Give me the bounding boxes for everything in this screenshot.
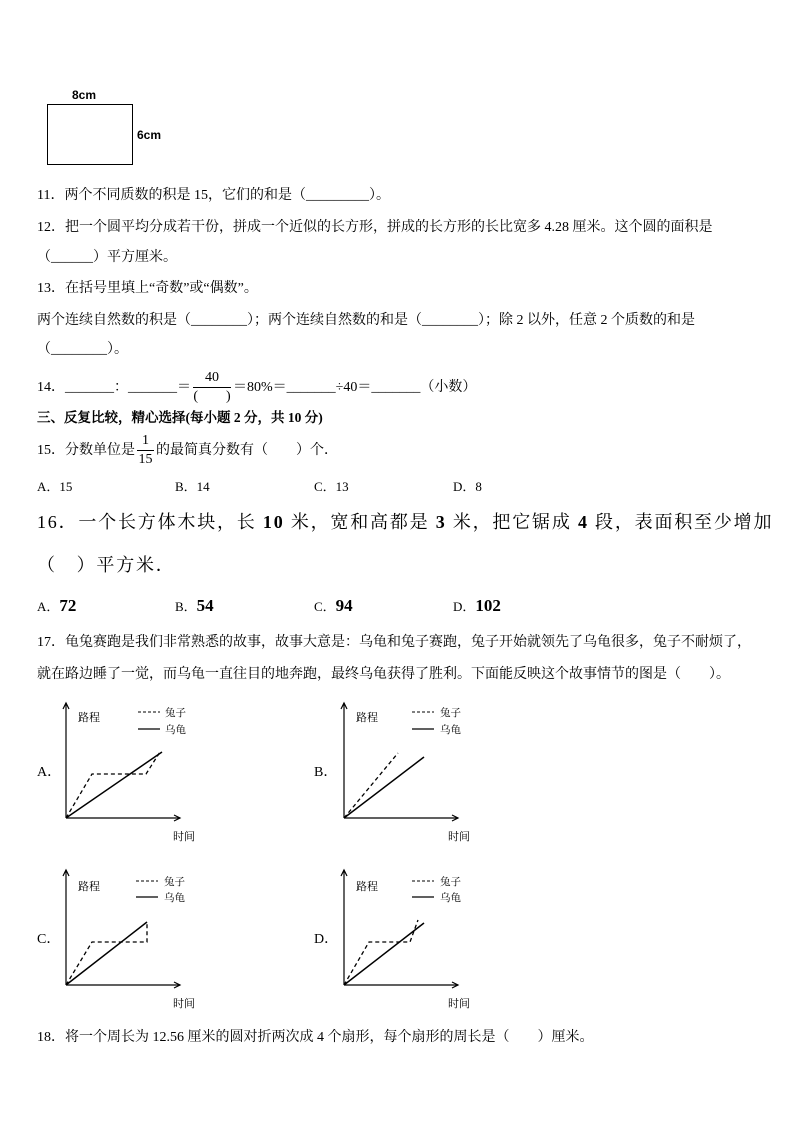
option-letter: D． — [453, 479, 476, 494]
question-15-option-a — [37, 477, 72, 497]
question-16-text: 16．一个长方体木块，长 — [37, 512, 263, 532]
option-letter: C． — [314, 479, 336, 494]
question-15-option-d — [453, 477, 482, 497]
rectangle-width-label: 8cm — [72, 88, 97, 102]
tortoise-line — [344, 757, 424, 818]
x-axis-label: 时间 — [173, 831, 195, 843]
option-letter: D． — [453, 599, 476, 614]
question-15-fraction — [137, 432, 154, 469]
question-17-line-2: 就在路边睡了一觉，而乌龟一直往目的地奔跑，最终乌龟获得了胜利。下面能反映这个故事情节的图是（ ）。 — [37, 667, 730, 682]
question-14-after: ＝80%＝_______÷40＝_______（小数） — [233, 379, 477, 395]
legend-tortoise-label: 乌龟 — [165, 725, 186, 736]
legend-tortoise-label: 乌龟 — [164, 893, 185, 904]
graph-d-label: D． — [314, 932, 339, 947]
option-value: 8 — [475, 479, 482, 494]
y-axis-label: 路程 — [78, 881, 100, 893]
legend-rabbit-label: 兔子 — [164, 877, 185, 888]
rabbit-line — [344, 753, 398, 818]
graph-a-label: A． — [37, 765, 62, 780]
question-15-before: 15．分数单位是 — [37, 442, 135, 458]
question-16-text: 米，把它锯成 — [446, 512, 578, 532]
x-axis-label: 时间 — [173, 998, 195, 1010]
option-letter: C． — [314, 599, 336, 614]
section-3-title: 三、反复比较，精心选择(每小题 2 分，共 10 分) — [37, 410, 323, 425]
question-13-line-3: （________）。 — [37, 342, 128, 357]
option-letter: B． — [175, 479, 197, 494]
y-axis-label: 路程 — [78, 712, 100, 724]
question-14-before: 14．_______：_______＝ — [37, 379, 191, 395]
fraction-numerator: 40 — [193, 369, 231, 388]
legend-rabbit-label: 兔子 — [440, 877, 461, 888]
question-16-width-height: 3 — [435, 512, 447, 532]
option-value: 13 — [335, 479, 349, 494]
question-12-line-2: （______）平方厘米。 — [37, 250, 177, 265]
option-value: 94 — [335, 596, 353, 615]
question-15-option-c — [314, 477, 349, 497]
question-16-length: 10 — [262, 512, 285, 532]
graph-c — [58, 865, 200, 1015]
graph-b — [336, 698, 478, 848]
question-16-option-c — [314, 594, 353, 619]
tortoise-line — [66, 752, 162, 818]
graph-a — [58, 698, 200, 848]
x-axis-label: 时间 — [448, 998, 470, 1010]
fraction-numerator: 1 — [137, 432, 154, 451]
question-11: 11．两个不同质数的积是 15，它们的和是（_________）。 — [37, 188, 390, 203]
option-value: 72 — [59, 596, 77, 615]
option-letter: A． — [37, 479, 60, 494]
legend-rabbit-label: 兔子 — [165, 708, 186, 719]
legend-tortoise-label: 乌龟 — [440, 725, 461, 736]
question-18: 18．将一个周长为 12.56 厘米的圆对折两次成 4 个扇形，每个扇形的周长是（ ）厘米。 — [37, 1030, 594, 1045]
option-letter: B． — [175, 599, 197, 614]
fraction-denominator: ( ) — [193, 389, 231, 404]
question-16-text: 段，表面积至少增加 — [588, 512, 774, 532]
question-16-option-d — [453, 594, 501, 619]
fraction-denominator: 15 — [138, 452, 153, 467]
question-16-line-2: （ ）平方米． — [37, 555, 176, 575]
tortoise-line — [66, 922, 147, 985]
tortoise-line — [344, 923, 424, 985]
legend-tortoise-label: 乌龟 — [440, 893, 461, 904]
rectangle-figure — [47, 104, 133, 165]
question-15 — [37, 432, 338, 469]
rabbit-line — [344, 920, 418, 985]
graph-d — [336, 865, 478, 1015]
question-14 — [37, 369, 476, 406]
question-16-line-1 — [37, 509, 773, 535]
question-16-option-b — [175, 594, 214, 619]
y-axis-label: 路程 — [356, 881, 378, 893]
graph-c-label: C． — [37, 932, 61, 947]
option-value: 15 — [59, 479, 73, 494]
option-value: 102 — [475, 596, 501, 615]
question-15-option-b — [175, 477, 210, 497]
question-14-fraction — [193, 369, 231, 406]
question-16-text: 米，宽和高都是 — [284, 512, 436, 532]
option-value: 14 — [196, 479, 210, 494]
question-15-after: 的最简真分数有（ ）个． — [156, 442, 338, 458]
x-axis-label: 时间 — [448, 831, 470, 843]
question-12-line-1: 12．把一个圆平均分成若干份，拼成一个近似的长方形，拼成的长方形的长比宽多 4.28 厘米。这个圆的面积是 — [37, 220, 713, 235]
legend-rabbit-label: 兔子 — [440, 708, 461, 719]
option-letter: A． — [37, 599, 60, 614]
question-17-line-1: 17．龟兔赛跑是我们非常熟悉的故事，故事大意是：乌龟和兔子赛跑，兔子开始就领先了乌龟很多，兔子不耐烦了， — [37, 635, 751, 650]
y-axis-label: 路程 — [356, 712, 378, 724]
option-value: 54 — [196, 596, 214, 615]
question-16-segments: 4 — [577, 512, 589, 532]
graph-b-label: B． — [314, 765, 338, 780]
question-13-line-2: 两个连续自然数的积是（________）；两个连续自然数的和是（________）；除 2 以外，任意 2 个质数的和是 — [37, 313, 695, 328]
rectangle-height-label: 6cm — [137, 128, 162, 142]
question-13-line-1: 13．在括号里填上“奇数”或“偶数”。 — [37, 281, 258, 296]
question-16-option-a — [37, 594, 76, 619]
